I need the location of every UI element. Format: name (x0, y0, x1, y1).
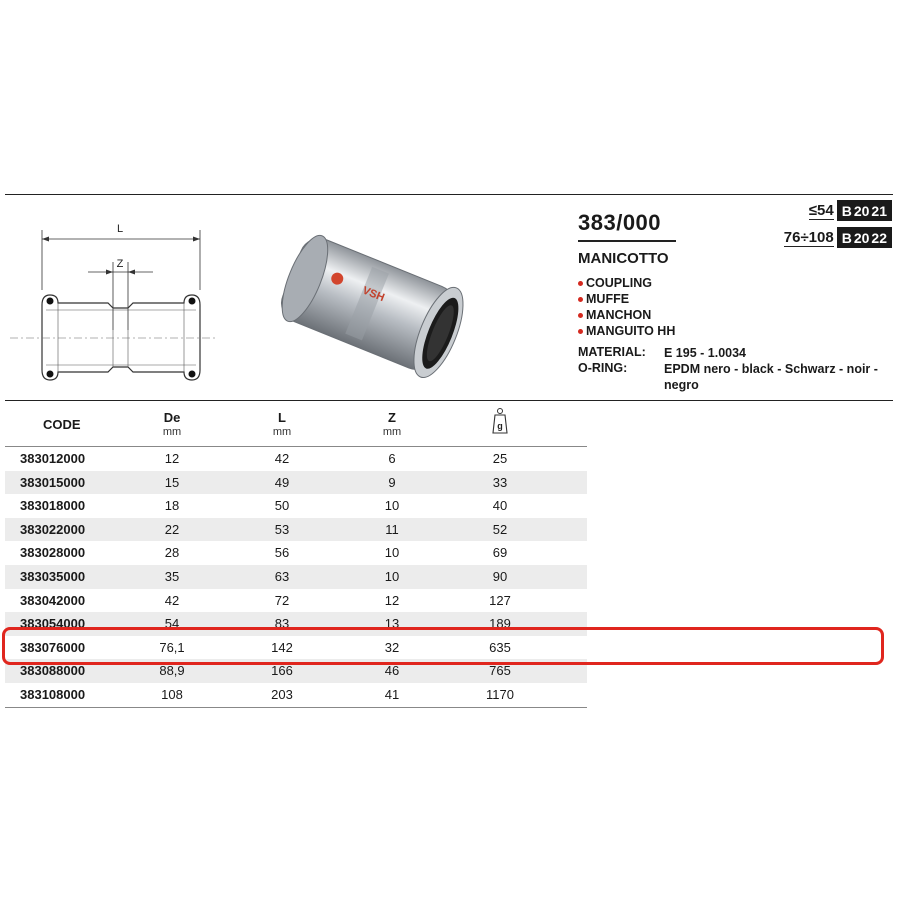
cell-de: 22 (164, 521, 180, 537)
translation-item: MANGUITO HH (578, 323, 675, 339)
cell-code: 383108000 (20, 686, 86, 702)
cell-weight: 189 (489, 616, 511, 632)
cell-de: 12 (164, 451, 180, 466)
weight-icon (491, 407, 509, 435)
cell-l: 142 (271, 639, 293, 655)
bullet-icon (578, 329, 583, 334)
cell-z: 10 (384, 568, 400, 584)
oring-value: EPDM nero - black - Schwarz - noir - negro (664, 362, 878, 392)
cell-de: 28 (164, 545, 180, 561)
cell-weight: 52 (492, 521, 508, 537)
oring-label: O-RING: (578, 361, 628, 375)
cell-de: 54 (164, 616, 180, 632)
cell-code: 383042000 (20, 592, 86, 608)
cell-de: 88,9 (159, 663, 185, 679)
photo-marking: VSH (360, 284, 387, 305)
svg-text:g: g (497, 421, 503, 431)
cell-code: 383028000 (20, 545, 86, 561)
cell-l: 166 (271, 663, 293, 679)
cell-z: 41 (384, 686, 400, 702)
bullet-icon (578, 281, 583, 286)
table-row (5, 494, 587, 518)
cell-weight: 765 (489, 663, 511, 679)
cell-z: 10 (384, 498, 400, 514)
translation-item: MANCHON (578, 307, 675, 323)
cell-l: 203 (271, 686, 293, 702)
cell-code: 383076000 (20, 639, 86, 655)
cell-de: 42 (164, 592, 180, 608)
top-rule (5, 194, 893, 195)
translation-item: MUFFE (578, 291, 675, 307)
cell-de: 15 (164, 474, 180, 490)
technical-drawing (8, 210, 218, 395)
cell-z: 46 (384, 663, 400, 679)
table-row (5, 565, 587, 589)
material-label: MATERIAL: (578, 345, 646, 359)
cell-l: 56 (274, 545, 290, 561)
cell-l: 49 (274, 474, 290, 490)
cell-code: 383018000 (20, 498, 86, 514)
col-l: L mm (272, 410, 292, 438)
cell-l: 42 (274, 451, 290, 466)
translations-list (578, 275, 675, 339)
cell-z: 13 (384, 616, 400, 632)
cell-code: 383015000 (20, 474, 86, 490)
cell-z: 12 (384, 592, 400, 608)
title-underline (578, 240, 676, 242)
table-row (5, 471, 587, 495)
cell-weight: 1170 (486, 686, 514, 702)
cell-z: 6 (388, 451, 396, 466)
bullet-icon (578, 297, 583, 302)
cell-de: 108 (161, 686, 183, 702)
cell-l: 72 (274, 592, 290, 608)
cell-z: 32 (384, 639, 400, 655)
highlight-box (2, 627, 884, 665)
badge-code: B 20 21 (837, 200, 892, 221)
material-value: E 195 - 1.0034 (664, 346, 747, 360)
translation-item: COUPLING (578, 275, 675, 291)
pressure-badge-1 (809, 200, 892, 221)
col-de: De mm (162, 410, 182, 438)
cell-l: 83 (274, 616, 290, 632)
badge-code: B 20 22 (837, 227, 892, 248)
cell-de: 35 (164, 568, 180, 584)
table-row (5, 683, 587, 707)
label-l: L (116, 223, 124, 235)
product-photo (268, 222, 468, 387)
table-row (5, 541, 587, 565)
cell-weight: 33 (492, 474, 508, 490)
product-name: MANICOTTO (578, 250, 669, 267)
pressure-badge-2 (784, 227, 892, 248)
badge-range: ≤54 (808, 201, 834, 219)
table-header (5, 401, 587, 447)
cell-weight: 69 (492, 545, 508, 561)
cell-weight: 90 (492, 568, 508, 584)
table-row (5, 589, 587, 613)
product-code: 383/000 (578, 210, 662, 235)
cell-z: 9 (388, 474, 396, 490)
bullet-icon (578, 313, 583, 318)
col-code: CODE (43, 417, 81, 432)
cell-de: 76,1 (159, 639, 185, 655)
cell-z: 10 (384, 545, 400, 561)
cell-l: 50 (274, 498, 290, 514)
table-row (5, 518, 587, 542)
cell-code: 383088000 (20, 663, 86, 679)
col-weight (489, 407, 511, 438)
cell-de: 18 (164, 498, 180, 514)
cell-z: 11 (385, 521, 399, 537)
col-z: Z mm (382, 410, 402, 438)
cell-weight: 127 (489, 592, 511, 608)
label-z: Z (116, 258, 124, 270)
cell-l: 63 (274, 568, 290, 584)
table-row (5, 447, 587, 471)
table-bottom-rule (5, 707, 587, 708)
cell-weight: 25 (492, 451, 508, 466)
cell-weight: 40 (492, 498, 508, 514)
cell-code: 383022000 (20, 521, 86, 537)
cell-code: 383012000 (20, 451, 86, 466)
cell-l: 53 (274, 521, 290, 537)
cell-code: 383035000 (20, 568, 86, 584)
cell-code: 383054000 (20, 616, 86, 632)
badge-range: 76÷108 (783, 228, 834, 246)
cell-weight: 635 (489, 639, 511, 655)
